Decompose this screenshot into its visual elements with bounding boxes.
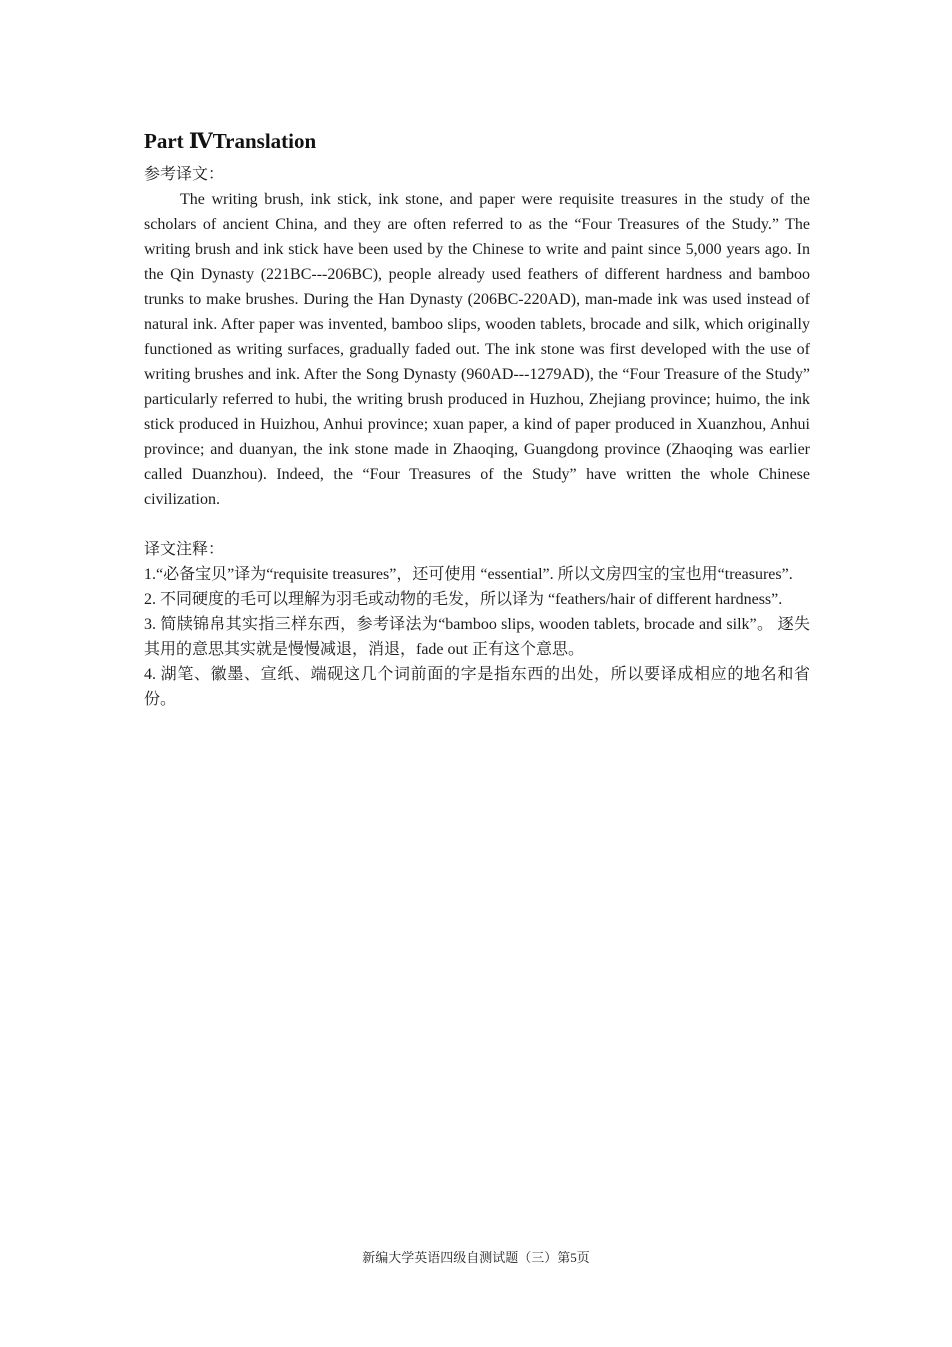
document-body [144, 126, 810, 712]
note-item-2: 2. 不同硬度的毛可以理解为羽毛或动物的毛发，所以译为 “feathers/hair of different hardness”. [144, 591, 783, 608]
section-spacer [144, 512, 810, 537]
note-item-4: 4. 湖笔、徽墨、宣纸、端砚这几个词前面的字是指东西的出处，所以要译成相应的地名和省份。 [144, 666, 810, 708]
note-item-1: 1.“必备宝贝”译为“requisite treasures”，还可使用 “essential”. 所以文房四宝的宝也用“treasures”. [144, 566, 793, 583]
page-footer: 新编大学英语四级自测试题（三）第5页 [362, 1250, 590, 1265]
translation-paragraph: The writing brush, ink stick, ink stone, and paper were requisite treasures in the study of the scholars of ancient China, and they are often referred to as the “Four Treasures of the Study.” The writing brush and ink stick have been used by the Chinese to write and paint since 5,000 years ago. In the Qin Dynasty (221BC---206BC), people already used feathers of different hardness and bamboo trunks to make brushes. During the Han Dynasty (206BC-220AD), man-made ink was used instead of natural ink. After paper was invented, bamboo slips, wooden tablets, brocade and silk, which originally functioned as writing surfaces, gradually faded out. The ink stone was first developed with the use of writing brushes and ink. After the Song Dynasty (960AD---1279AD), the “Four Treasure of the Study” particularly referred to hubi, the writing brush produced in Huzhou, Zhejiang province; huimo, the ink stick produced in Huizhou, Anhui province; xuan paper, a kind of paper produced in Xuanzhou, Anhui province; and duanyan, the ink stone made in Zhaoqing, Guangdong province (Zhaoqing was earlier called Duanzhou). Indeed, the “Four Treasures of the Study” have written the whole Chinese civilization. [144, 191, 810, 508]
reference-translation-label: 参考译文： [144, 166, 225, 183]
section-heading: Part ⅣTranslation [144, 129, 317, 153]
note-item-3: 3. 简牍锦帛其实指三样东西，参考译法为“bamboo slips, wooden tablets, brocade and silk”。 逐失其用的意思其实就是慢慢减退，消退，fade out 正有这个意思。 [144, 616, 810, 658]
notes-title: 译文注释： [144, 541, 225, 558]
